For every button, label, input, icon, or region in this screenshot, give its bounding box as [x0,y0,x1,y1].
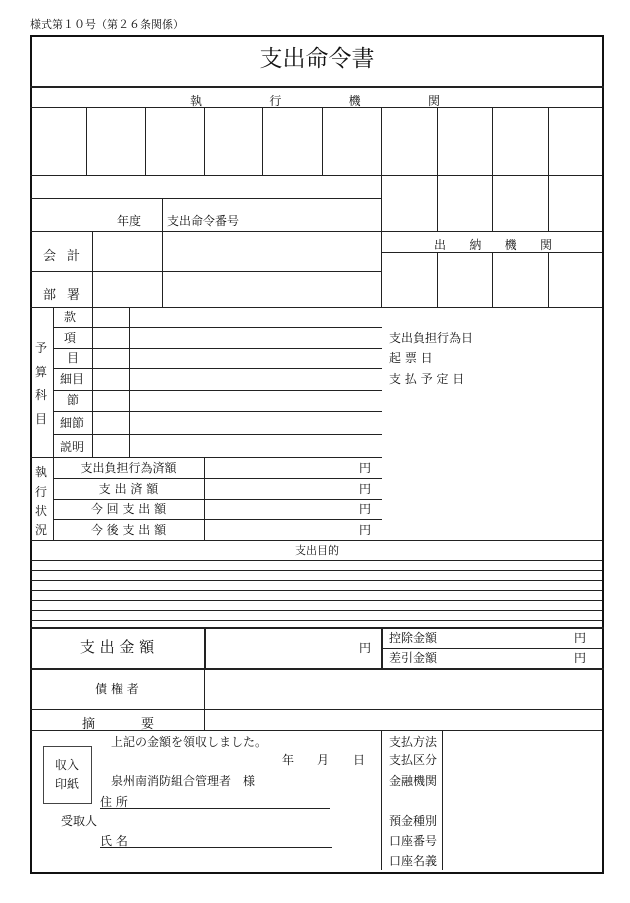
payment-category-label: 支払区分 [389,753,438,767]
grid-line [53,348,382,349]
purpose-line [30,560,602,561]
bank-label: 金融機関 [389,774,438,788]
grid-line [30,198,382,199]
date-month: 月 [317,753,330,767]
yen-unit: 円 [359,523,372,537]
account-name-label: 口座名義 [389,854,438,868]
budget-item-label: 細目 [60,372,85,386]
purpose-line [30,620,602,621]
grid-line [204,669,205,730]
grid-line [30,307,602,308]
amount-divider [204,627,206,669]
order-number-label: 支出命令番号 [167,214,240,228]
approval-box-divider [145,107,146,175]
title-divider [30,86,604,88]
approval-box-divider [492,107,493,231]
deduction-label: 控除金額 [389,631,438,645]
page-title: 支出命令書 [259,46,375,72]
summary-label: 摘 要 [82,717,154,732]
yen-unit: 円 [359,502,372,516]
purpose-line [30,580,602,581]
payment-date-label: 支 払 予 定 日 [389,372,465,386]
account-label: 会 計 [43,249,80,264]
budget-item-label: 項 [64,331,77,345]
revenue-stamp-box [43,746,92,804]
disbursement-box-divider [548,252,549,307]
disbursement-agency-header: 出 納 機 関 [434,238,552,252]
amount-top-border [30,627,604,629]
approval-box-divider [437,107,438,231]
creditor-label: 債 権 者 [95,682,139,696]
fiscal-year-label: 年度 [117,214,142,228]
current-amount-label: 今 回 支 出 額 [90,502,167,516]
addressee: 泉州南消防組合管理者 様 [111,774,256,788]
address-underline [100,808,330,809]
grid-line [53,327,382,328]
payment-method-label: 支払方法 [389,735,438,749]
recipient-label: 受取人 [61,814,98,828]
grid-line [53,411,382,412]
budget-heading-char: 科 [35,388,48,402]
budget-heading-char: 算 [35,365,48,379]
address-label: 住 所 [100,795,128,809]
budget-item-label: 目 [67,351,80,365]
purpose-line [30,610,602,611]
grid-line [30,457,382,458]
execution-heading-char: 況 [35,523,48,537]
grid-line [30,540,602,541]
grid-line [30,709,602,710]
name-underline [100,847,332,848]
purpose-label: 支出目的 [295,544,339,557]
grid-line [92,231,93,307]
received-statement: 上記の金額を領収しました。 [111,735,268,749]
amount-bottom-border [30,668,604,670]
stamp-label: 収入 [55,758,80,772]
budget-item-label: 細節 [60,416,85,430]
grid-line [30,271,382,272]
grid-line [162,198,163,307]
name-label: 氏 名 [100,834,128,848]
execution-heading-char: 行 [35,485,48,499]
yen-unit: 円 [359,641,372,655]
purpose-line [30,590,602,591]
account-number-label: 口座番号 [389,834,438,848]
paid-amount-label: 支 出 済 額 [98,482,159,496]
approval-box-divider [548,107,549,231]
amount-label: 支 出 金 額 [79,638,155,656]
budget-heading-char: 目 [35,412,48,426]
execution-agency-header: 執 行 機 関 [190,94,440,108]
approval-box-divider [86,107,87,175]
grid-line [53,499,382,500]
grid-line [381,730,382,870]
yen-unit: 円 [574,651,587,665]
future-amount-label: 今 後 支 出 額 [90,523,167,537]
approval-box-divider [322,107,323,175]
stamp-label: 印紙 [55,777,80,791]
disbursement-box-divider [437,252,438,307]
purpose-line [30,570,602,571]
grid-line [53,478,382,479]
grid-line [30,231,602,232]
approval-box-divider [204,107,205,175]
yen-unit: 円 [574,631,587,645]
grid-line [442,730,443,870]
grid-line [53,390,382,391]
department-label: 部 署 [43,288,80,303]
budget-item-label: 款 [64,310,77,324]
grid-line [30,107,602,108]
grid-line [53,519,382,520]
net-amount-label: 差引金額 [389,651,438,665]
grid-line [382,648,602,649]
execution-heading-char: 状 [35,504,48,518]
approval-box-divider [262,107,263,175]
yen-unit: 円 [359,461,372,475]
date-year: 年 [282,753,295,767]
grid-line [53,368,382,369]
disbursement-box-divider [492,252,493,307]
purpose-line [30,600,602,601]
date-day: 日 [353,753,366,767]
commitment-amount-label: 支出負担行為済額 [80,461,177,475]
yen-unit: 円 [359,482,372,496]
budget-item-label: 節 [67,393,80,407]
commitment-date-label: 支出負担行為日 [389,331,474,345]
left-right-divider [381,107,382,307]
grid-line [30,175,602,176]
draft-date-label: 起 票 日 [389,351,433,365]
budget-heading-char: 予 [35,341,48,355]
deposit-type-label: 預金種別 [389,814,438,828]
form-number: 様式第１０号（第２６条関係） [30,18,184,31]
grid-line [30,730,602,731]
budget-item-label: 説明 [60,440,85,454]
grid-line [53,434,382,435]
execution-heading-char: 執 [35,465,48,479]
